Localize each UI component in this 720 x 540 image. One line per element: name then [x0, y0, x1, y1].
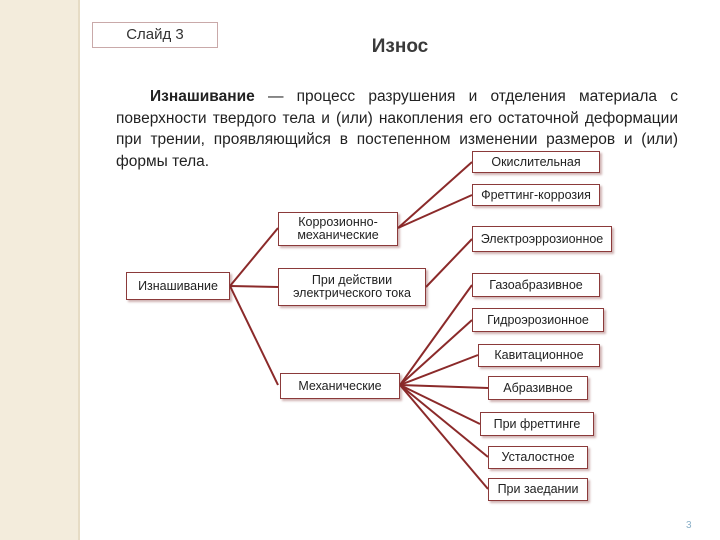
connector-corrosion-fretting — [398, 195, 472, 228]
node-seizure: При заедании — [488, 478, 588, 501]
node-cavitation: Кавитационное — [478, 344, 600, 367]
node-fretting-corrosion: Фреттинг-коррозия — [472, 184, 600, 206]
slide-label: Слайд 3 — [92, 22, 218, 48]
node-mechanical: Механические — [280, 373, 400, 399]
node-electroerosion: Электроэррозионное — [472, 226, 612, 252]
connector-mech-abrasive — [400, 385, 488, 388]
connector-electric-electroerosion — [426, 239, 472, 287]
definition-term: Изнашивание — [150, 88, 255, 105]
page-number: 3 — [686, 520, 692, 531]
connector-mech-hydroerosion — [400, 320, 472, 385]
definition-text: — процесс разрушения и отделения материала с поверхности твердого тела и (или) накопления его остаточной деформации при трении, проявляющийся в постепенном изменении размеров и (или) формы тела. — [116, 88, 678, 170]
node-hydroerosion: Гидроэрозионное — [472, 308, 604, 332]
connector-corrosion-oxidative — [398, 162, 472, 228]
node-oxidative: Окислительная — [472, 151, 600, 173]
connector-root-electric — [230, 286, 278, 287]
connector-root-corrosion — [230, 228, 278, 286]
connector-root-mechanical — [230, 286, 278, 385]
node-fatigue: Усталостное — [488, 446, 588, 469]
node-corrosion-mechanical: Коррозионно-механические — [278, 212, 398, 246]
page-title: Износ — [371, 36, 429, 57]
node-root: Изнашивание — [126, 272, 230, 300]
node-electric-current: При действии электрического тока — [278, 268, 426, 306]
node-gas-abrasive: Газоабразивное — [472, 273, 600, 297]
connector-mech-seizure — [400, 385, 488, 489]
node-fretting: При фреттинге — [480, 412, 594, 436]
node-abrasive: Абразивное — [488, 376, 588, 400]
